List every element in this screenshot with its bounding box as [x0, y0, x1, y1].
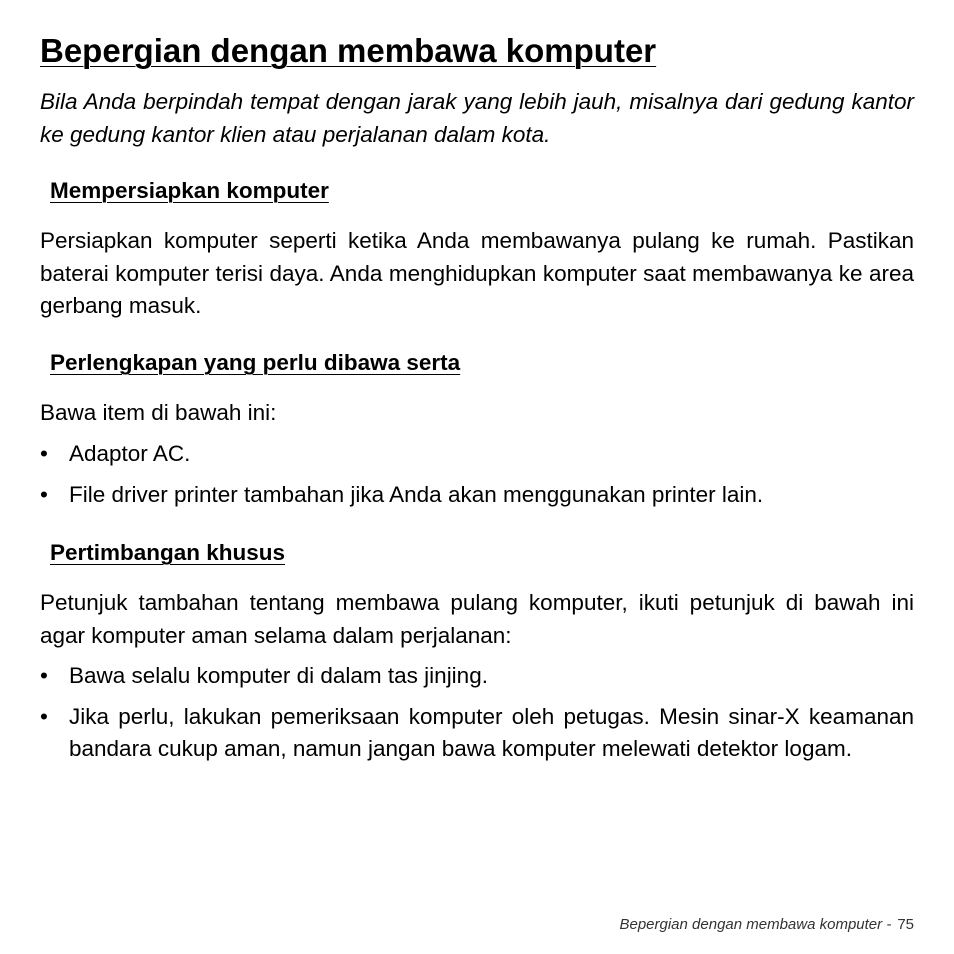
list-item	[40, 438, 914, 471]
list-item	[40, 701, 914, 766]
section-heading-mempersiapkan: Mempersiapkan komputer	[50, 178, 329, 203]
bullet-icon: •	[40, 441, 48, 466]
bullet-list-perlengkapan	[40, 438, 914, 511]
list-item-text: Jika perlu, lakukan pemeriksaan komputer oleh petugas. Mesin sinar-X keamanan bandara cukup aman, namun jangan bawa komputer melewati detektor logam.	[69, 703, 914, 761]
list-item	[40, 660, 914, 693]
list-item-text: Bawa selalu komputer di dalam tas jinjing.	[69, 663, 488, 688]
intro-paragraph: Bila Anda berpindah tempat dengan jarak yang lebih jauh, misalnya dari gedung kantor ke gedung kantor klien atau perjalanan dalam kota.	[40, 89, 914, 147]
section-paragraph-pertimbangan: Petunjuk tambahan tentang membawa pulang komputer, ikuti petunjuk di bawah ini agar komputer aman selama dalam perjalanan:	[40, 590, 914, 648]
section-paragraph-perlengkapan: Bawa item di bawah ini:	[40, 400, 277, 425]
list-item-text: File driver printer tambahan jika Anda akan menggunakan printer lain.	[69, 481, 764, 507]
list-item-text: Adaptor AC.	[69, 441, 191, 466]
bullet-icon: •	[40, 481, 48, 507]
page-number: 75	[897, 916, 914, 933]
bullet-list-pertimbangan	[40, 660, 914, 766]
list-item	[40, 479, 914, 512]
bullet-icon: •	[40, 703, 48, 729]
page-title: Bepergian dengan membawa komputer	[40, 32, 657, 69]
footer-title: Bepergian dengan membawa komputer -	[619, 916, 892, 933]
section-paragraph-mempersiapkan: Persiapkan komputer seperti ketika Anda membawanya pulang ke rumah. Pastikan baterai komputer terisi daya. Anda menghidupkan komputer saat membawanya ke area gerbang masuk.	[40, 228, 914, 318]
bullet-icon: •	[40, 663, 48, 688]
page-footer	[619, 916, 914, 933]
section-heading-perlengkapan: Perlengkapan yang perlu dibawa serta	[50, 350, 461, 375]
section-heading-pertimbangan: Pertimbangan khusus	[50, 540, 286, 565]
